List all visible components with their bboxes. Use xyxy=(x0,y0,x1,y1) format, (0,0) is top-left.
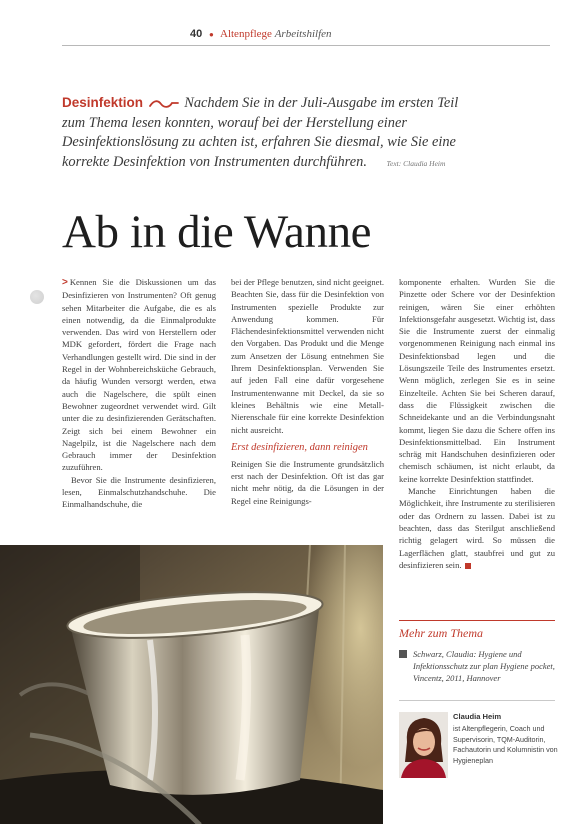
header-rule xyxy=(62,45,550,46)
lead-paragraph xyxy=(62,93,482,173)
author-box xyxy=(453,712,563,766)
author-bio: ist Altenpflegerin, Coach und Supervisorin, TQM-Auditorin, Fachautorin und Kolumnistin von Hygieneplan xyxy=(453,724,558,765)
body-paragraph xyxy=(62,276,216,474)
article-photo xyxy=(0,545,383,824)
body-paragraph: bei der Pflege benutzen, sind nicht geeignet. Beachten Sie, dass für die Desinfektion von Instrumenten spezielle Produkte zur Anwendung kommen. Für Flächendesinfektionsmittel verwenden nicht den Vorgaben. Das Produkt und die Menge zum Ansetzen der Lösung entnehmen Sie Ihrem Desinfektionsplan. Verwenden Sie auf jeden Fall eine dafür vorgesehene Instrumentenwanne mit Deckel, da sie so kleines Behältnis wie eine Metall-Nierenschale für eine korrekte Desinfektion nicht ausreicht. xyxy=(231,277,384,435)
subheading: Erst desinfizieren, dann reinigen xyxy=(231,441,368,453)
body-paragraph: komponente erhalten. Wurden Sie die Pinzette oder Schere vor der Desinfektion reinigen, wären Sie einer erhöhten Infektionsgefahr ausgesetzt. Wichtig ist, dass Sie die Instrumente zuerst der einmalig vorgenommenen Reinigung nach einmal ins Desinfektionsbad legen und die Lösungszeile Teile des Instrumentes ersetzt. Wenn möglich, zerlegen Sie es in seine Einzelteile. Achten Sie bei Scheren darauf, dass die Flüssigkeit zwischen die Schneidekante und an die Verbindungsnaht kommt, liegen Sie dazu die Schere offen ins Desinfektionsmittelbad. Ein Instrument schräg mit Handschuhen desinfizieren oder chemisch schäumen, ist nicht erlaubt, da keine korrekte Desinfektion stattfindet. xyxy=(399,277,555,484)
section-name: Altenpflege xyxy=(220,28,272,40)
body-paragraph: Bevor Sie die Instrumente desinfizieren, lesen, Einmalschutzhandschuhe. Die Einmalhandschuhe, die xyxy=(62,474,216,510)
sidebar-divider xyxy=(399,700,555,701)
end-mark-icon xyxy=(465,563,471,569)
body-column-2 xyxy=(231,276,384,507)
body-text: Kennen Sie die Diskussionen um das Desinfizieren von Instrumenten? Oft genug sehen Mitarbeiter die Aufgabe, die es als einen notwendig, da die Einmalprodukte verwenden. Das wird von Herstellern oder MDK gefordert, fördert die Frage nach Verhandlungen gestellt wird. Die sind in der Regel in der Wohnbereichsküche Gebrauch, da häufig Wunden versorgt werden, etwa auch die Nagelschere, die spült einen Bewohner zugeordnet verwendet wird. Gilt unter die zu desinfizierenden Gerätschaften. Zeigt sich bei einem Bewohner ein Nagelpilz, ist die Nagelschere nach dem Gebrauch immer der Desinfektion zuzuführen. xyxy=(62,277,216,473)
author-photo xyxy=(399,712,448,778)
article-title: Ab in die Wanne xyxy=(62,206,372,258)
page-number: 40 xyxy=(190,28,203,40)
literature-reference xyxy=(399,648,555,684)
start-marker-icon: > xyxy=(62,277,68,288)
body-column-1 xyxy=(62,276,216,511)
washbasin-photo xyxy=(0,545,383,824)
body-paragraph xyxy=(399,485,555,571)
swirl-icon xyxy=(149,99,179,109)
bullet-icon: ● xyxy=(209,30,214,39)
lead-text: Nachdem Sie in der Juli-Ausgabe im ersten Teil zum Thema lesen konnten, worauf bei der Herstellung einer Desinfektionslösung zu achten ist, erfahren Sie diesmal, wie Sie eine korrekte Desinfektion von Instrumenten durchführen. xyxy=(62,95,459,170)
subsection-name: Arbeitshilfen xyxy=(274,28,332,40)
lead-kicker: Desinfektion xyxy=(62,95,144,110)
author-name: Claudia Heim xyxy=(453,712,502,721)
sidebar-heading: Mehr zum Thema xyxy=(399,626,483,640)
running-header xyxy=(190,28,332,40)
sidebar-rule xyxy=(399,620,555,621)
byline: Text: Claudia Heim xyxy=(386,158,446,168)
body-text: Manche Einrichtungen haben die Möglichkeit, ihre Instrumente zu sterilisieren oder das Ordnern zu lassen. Dabei ist zu beachten, dass das Sterilgut anschließend richtig gelagert wird. So müssen die Lagerflächen glatt, staubfrei und gut zu desinfizieren sein. xyxy=(399,486,555,570)
body-column-3 xyxy=(399,276,555,571)
reference-text: Schwarz, Claudia: Hygiene und Infektionsschutz zur plan Hygiene pocket, Vincentz, 2011, Hannover xyxy=(413,649,555,683)
punch-hole-top xyxy=(30,290,44,304)
author-portrait xyxy=(399,712,448,778)
book-icon xyxy=(399,650,407,658)
body-paragraph: Reinigen Sie die Instrumente grundsätzlich erst nach der Desinfektion. Oft ist das gar nicht mehr nötig, da die Lösungen in der Regel eine Reinigungs- xyxy=(231,458,384,506)
